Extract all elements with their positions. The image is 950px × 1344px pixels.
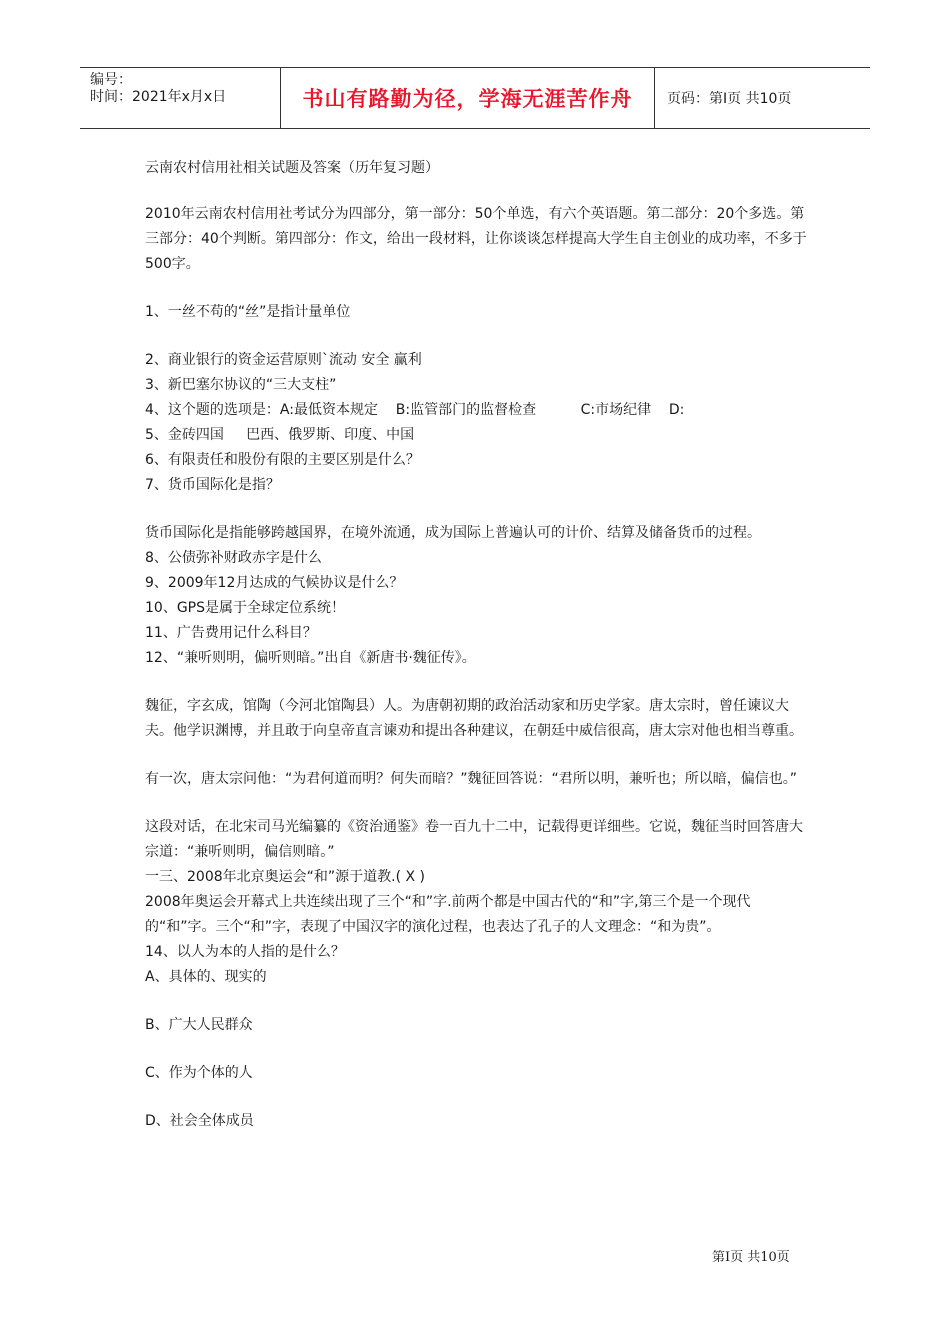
question-3: 3、新巴塞尔协议的“三大支柱”	[145, 377, 337, 393]
option-a: A、具体的、现实的	[145, 969, 267, 985]
question-8: 8、公债弥补财政赤字是什么	[145, 550, 322, 566]
question-2: 2、商业银行的资金运营原则`流动 安全 赢利	[145, 352, 422, 368]
number-label: 编号：	[90, 72, 132, 88]
question-7: 7、货币国际化是指？	[145, 477, 280, 493]
question-13: 一三、2008年北京奥运会“和”源于道教.( X )	[145, 869, 425, 885]
intro-paragraph: 2010年云南农村信用社考试分为四部分，第一部分：50个单选，有六个英语题。第二部分：20个多选。第三部分：40个判断。第四部分：作文，给出一段材料，让你谈谈怎样提高大学生自主创业的成功率，不多于500字。	[145, 206, 807, 272]
question-1: 1、一丝不苟的“丝”是指计量单位	[145, 304, 351, 320]
question-12: 12、“兼听则明，偏听则暗。”出自《新唐书·魏征传》。	[145, 650, 476, 666]
document-body	[145, 156, 810, 1134]
header-page-info: 页码：第I页 共10页	[667, 91, 792, 107]
header-motto-cell	[281, 68, 655, 128]
paragraph-weizheng: 魏征，字玄成，馆陶（今河北馆陶县）人。为唐朝初期的政治活动家和历史学家。唐太宗时，曾任谏议大夫。他学识渊博，并且敢于向皇帝直言谏劝和提出各种建议，在朝廷中威信很高，唐太宗对他也相当尊重。	[145, 698, 803, 739]
answer-13: 2008年奥运会开幕式上共连续出现了三个“和”字.前两个都是中国古代的“和”字,第三个是一个现代的“和”字。三个“和”字，表现了中国汉字的演化过程，也表达了孔子的人文理念：“和为贵”。	[145, 894, 751, 935]
question-10: 10、GPS是属于全球定位系统！	[145, 600, 345, 616]
paragraph-dialogue: 有一次，唐太宗问他：“为君何道而明？何失而暗？”魏征回答说：“君所以明，兼听也；所以暗，偏信也。”	[145, 771, 798, 787]
page-footer: 第I页 共10页	[712, 1250, 790, 1265]
question-14: 14、以人为本的人指的是什么？	[145, 944, 345, 960]
option-d: D、社会全体成员	[145, 1113, 254, 1129]
option-b: B、广大人民群众	[145, 1017, 253, 1033]
header-motto: 书山有路勤为径，学海无涯苦作舟	[302, 86, 633, 111]
document-title: 云南农村信用社相关试题及答案（历年复习题）	[145, 160, 439, 176]
answer-7: 货币国际化是指能够跨越国界，在境外流通，成为国际上普遍认可的计价、结算及储备货币的过程。	[145, 525, 761, 541]
question-4: 4、这个题的选项是：A:最低资本规定 B:监管部门的监督检查 C:市场纪律 D:	[145, 402, 685, 418]
question-5: 5、金砖四国 巴西、俄罗斯、印度、中国	[145, 427, 415, 443]
header-meta	[80, 68, 281, 128]
option-c: C、作为个体的人	[145, 1065, 253, 1081]
question-6: 6、有限责任和股份有限的主要区别是什么？	[145, 452, 420, 468]
question-11: 11、广告费用记什么科目？	[145, 625, 317, 641]
paragraph-zizhitongjian: 这段对话，在北宋司马光编纂的《资治通鉴》卷一百九十二中，记载得更详细些。它说，魏征当时回答唐大宗道：“兼听则明，偏信则暗。”	[145, 819, 803, 860]
date-label: 时间：2021年x月x日	[90, 89, 227, 105]
page-header	[80, 67, 870, 129]
question-9: 9、2009年12月达成的气候协议是什么？	[145, 575, 404, 591]
